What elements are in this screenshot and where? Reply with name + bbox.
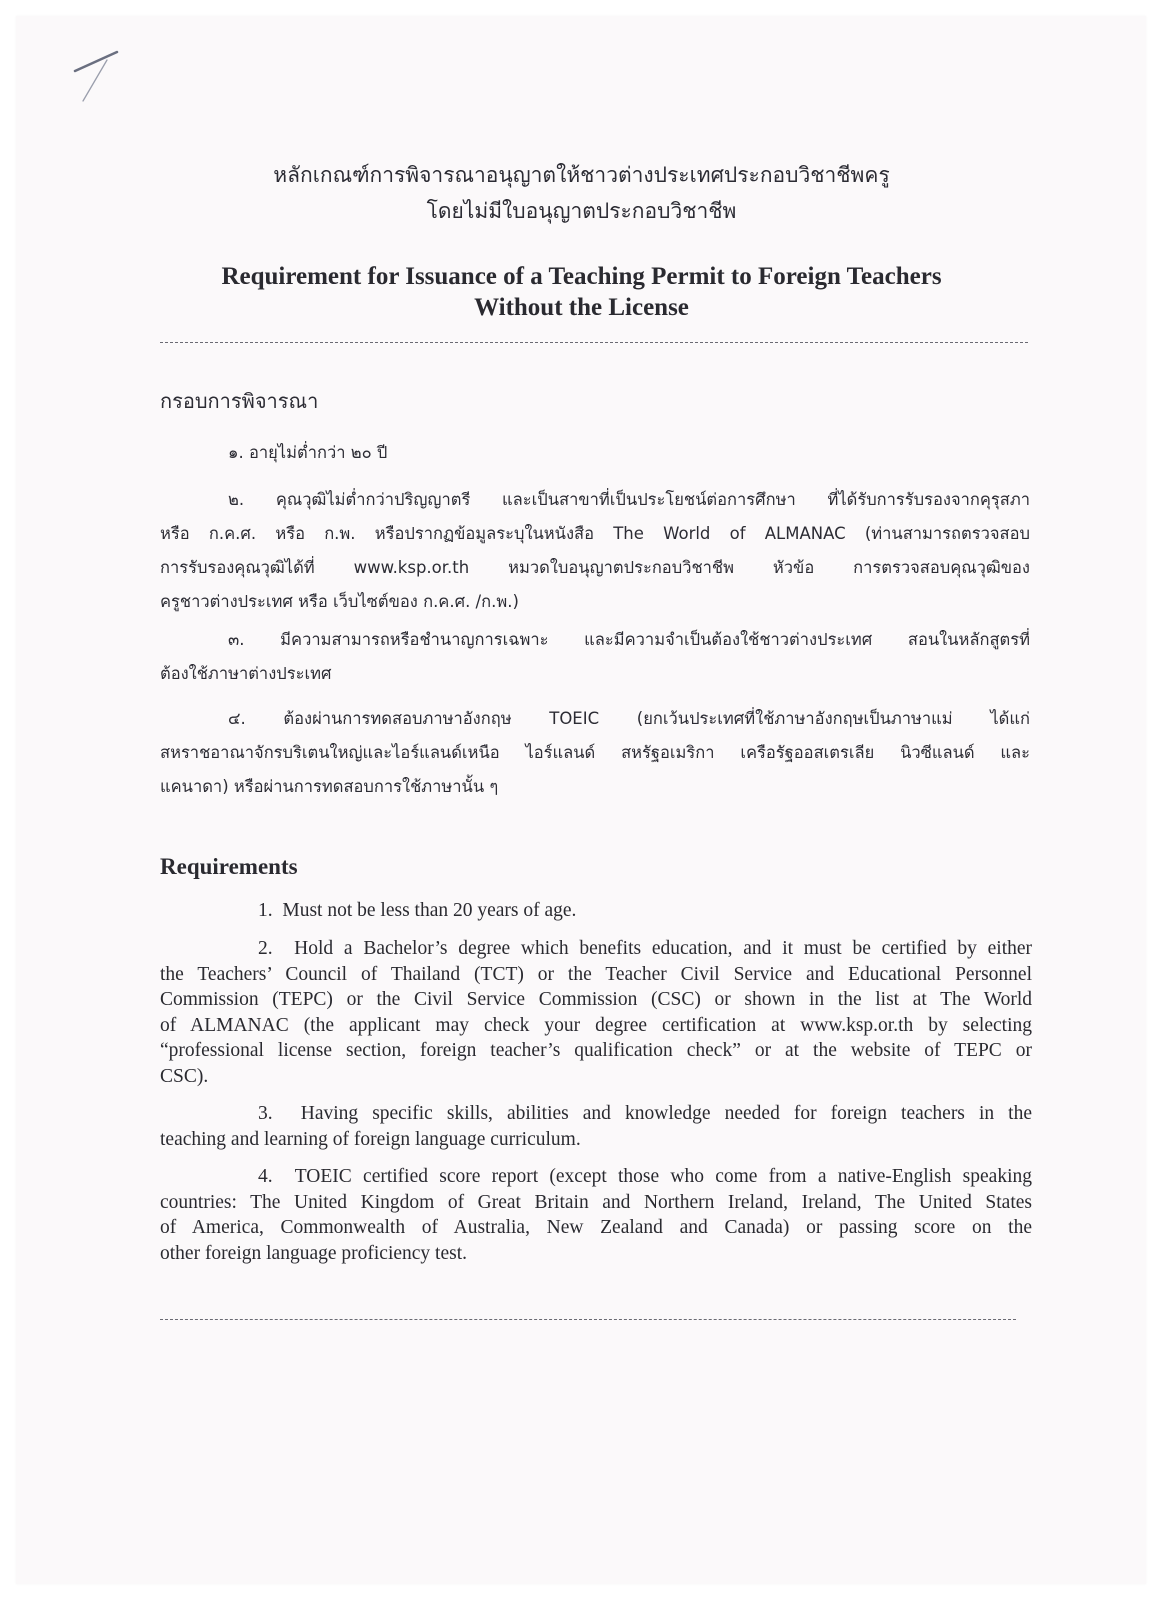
thai-item-number: ๓. xyxy=(228,630,245,649)
thai-item-number: ๔. xyxy=(228,709,246,728)
top-dashed-divider xyxy=(160,342,1028,343)
thai-title-line-1: หลักเกณฑ์การพิจารณาอนุญาตให้ชาวต่างประเทศประกอบวิชาชีพครู xyxy=(273,163,890,187)
thai-title-line-2: โดยไม่มีใบอนุญาตประกอบวิชาชีพ xyxy=(426,199,737,223)
thai-item-3: ๓. มีความสามารถหรือชำนาญการเฉพาะ และมีความจำเป็นต้องใช้ชาวต่างประเทศ สอนในหลักสูตรที่ ต้องใช้ภาษาต่างประเทศ xyxy=(160,630,1030,683)
english-item-1: 1. Must not be less than 20 years of age. xyxy=(258,900,577,921)
english-title-line-1: Requirement for Issuance of a Teaching Permit to Foreign Teachers xyxy=(221,263,942,290)
english-title-line-2: Without the License xyxy=(474,294,689,321)
thai-item-number: ๑. xyxy=(228,443,244,462)
thai-item-2: ๒. คุณวุฒิไม่ต่ำกว่าปริญญาตรี และเป็นสาขาที่เป็นประโยชน์ต่อการศึกษา ที่ได้รับการรับรองจากคุรุสภา หรือ ก.ค.ศ. หรือ ก.พ. หรือปรากฏข้อมูลระบุในหนังสือ The World of ALMANAC (ท่านสามารถตรวจสอบ การรับรองคุณวุฒิได้ที่ www.ksp.or.th หมวดใบอนุญาตประกอบวิชาชีพ หัวข้อ การตรวจสอบคุณวุฒิของ ครูชาวต่างประเทศ หรือ เว็บไซต์ของ ก.ค.ศ. /ก.พ.) xyxy=(160,490,1030,611)
english-section-heading: Requirements xyxy=(160,854,298,879)
thai-section-heading: กรอบการพิจารณา xyxy=(160,389,319,413)
thai-item-4: ๔. ต้องผ่านการทดสอบภาษาอังกฤษ TOEIC (ยกเว้นประเทศที่ใช้ภาษาอังกฤษเป็นภาษาแม่ ได้แก่ สหราชอาณาจักรบริเตนใหญ่และไอร์แลนด์เหนือ ไอร์แลนด์ สหรัฐอเมริกา เครือรัฐออสเตรเลีย นิวซีแลนด์ และ แคนาดา) หรือผ่านการทดสอบการใช้ภาษานั้น ๆ xyxy=(160,709,1030,796)
english-item-3: 3. Having specific skills, abilities and knowledge needed for foreign teachers in the teaching and learning of foreign language curriculum. xyxy=(160,1103,1032,1150)
handwritten-pen-mark-icon xyxy=(71,46,131,106)
english-item-number: 4. xyxy=(258,1166,273,1187)
english-item-4: 4. TOEIC certified score report (except those who come from a native-English speaking countries: The United Kingdom of Great Britain and Northern Ireland, Ireland, The United States of America, Commonwealth of Australia, New Zealand and Canada) or passing score on the other foreign language proficiency test. xyxy=(160,1166,1032,1264)
bottom-dashed-divider xyxy=(160,1319,1016,1320)
english-item-number: 1. xyxy=(258,900,273,921)
thai-item-1: ๑. อายุไม่ต่ำกว่า ๒๐ ปี xyxy=(228,443,388,462)
english-item-2: 2. Hold a Bachelor’s degree which benefits education, and it must be certified by either the Teachers’ Council of Thailand (TCT) or the Teacher Civil Service and Educational Personnel Commission (TEPC) or the Civil Service Commission (CSC) or shown in the list at The World of ALMANAC (the applicant may check your degree certification at www.ksp.or.th by selecting “professional license section, foreign teacher’s qualification check” or at the website of TEPC or CSC). xyxy=(160,938,1033,1087)
english-item-number: 3. xyxy=(258,1103,273,1124)
thai-item-number: ๒. xyxy=(228,490,245,509)
thai-title xyxy=(0,157,1163,229)
scanned-page xyxy=(16,16,1146,1584)
english-item-number: 2. xyxy=(258,938,273,959)
english-title xyxy=(0,261,1163,323)
